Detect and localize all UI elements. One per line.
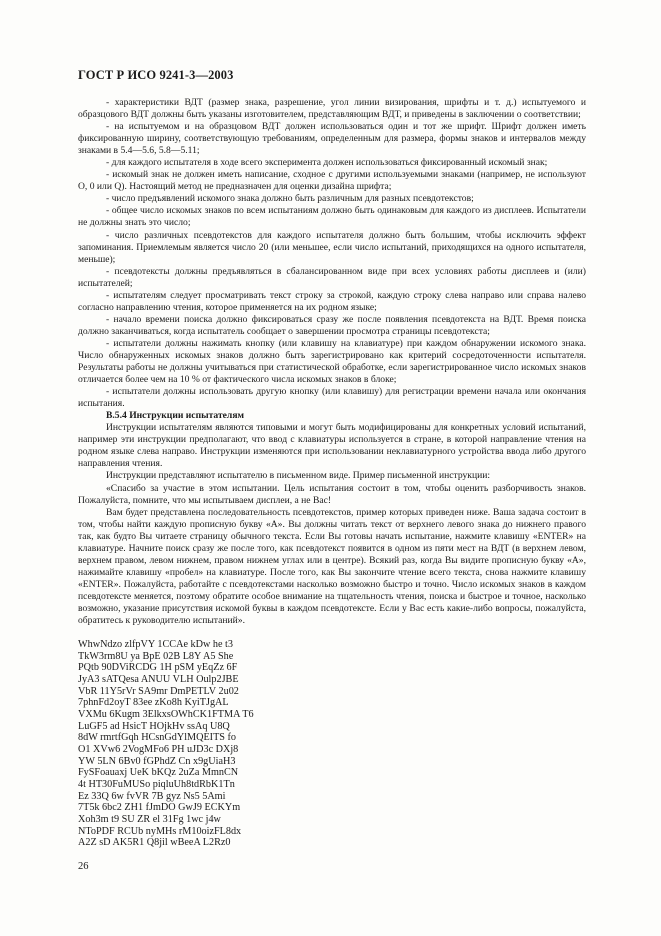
instruction-paragraph: Инструкции испытателям являются типовыми и могут быть модифицированы для конкретных условий испытаний, например эти инструкции предполагают, что ввод с клавиатуры используется в стране, в которой направление чтения на родном языке слева направо. Инструкции изменяются при использовании неклавиатурного устройства ввода либо другого направления чтения.	[78, 422, 586, 470]
pseudotext-line: PQtb 90DViRCDG 1H pSM yEqZz 6F	[78, 662, 238, 674]
pseudotext-line: 7T5k 6bc2 ZH1 fJmDO GwJ9 ECKYm	[78, 802, 241, 814]
page-number: 26	[78, 861, 89, 872]
pseudotext-sample	[78, 639, 398, 849]
pseudotext-line: O1 XVw6 2VogMFo6 PH uJD3c DXj8	[78, 743, 239, 755]
requirement-paragraph: - псевдотексты должны предъявляться в сбалансированном виде при всех условиях работы дисплеев и (или) испытателей;	[78, 265, 586, 289]
requirement-paragraph: - на испытуемом и на образцовом ВДТ должен использоваться один и тот же шрифт. Шрифт должен иметь фиксированную ширину, соответствующую требованиям, определенным для размера, формы знаков и интервалов между знаками в 5.4—5.6, 5.8—5.11;	[78, 121, 586, 157]
pseudotext-line: FySFoauaxj UeK bKQz 2uZa MmnCN	[78, 767, 239, 779]
requirement-paragraph: - испытателям следует просматривать текст строку за строкой, каждую строку слева направо или справа налево согласно направлению чтения, которое применяется на их родном языке;	[78, 289, 586, 313]
subsection-heading: В.5.4 Инструкции испытателям	[106, 410, 245, 422]
requirement-paragraph: - испытатели должны нажимать кнопку (или клавишу на клавиатуре) при каждом обнаружении искомого знака. Число обнаруженных искомых знаков должно быть зарегистрировано как критерий сосредоточенности испытателя. Результаты работы не должны учитываться при статистической обработке, если зарегистрированное число искомых знаков отличается более чем на 10 % от фактического числа искомых знаков в блоке;	[78, 337, 586, 386]
instruction-paragraph: «Спасибо за участие в этом испытании. Цель испытания состоит в том, чтобы оценить разборчивость знаков. Пожалуйста, помните, что мы испытываем дисплеи, а не Вас!	[78, 482, 586, 506]
pseudotext-line: Ez 33Q 6w fvVR 7B gyz Ns5 5Ami	[78, 790, 226, 802]
requirement-paragraph: - для каждого испытателя в ходе всего эксперимента должен использоваться фиксированный искомый знак;	[106, 157, 548, 169]
requirement-paragraph: - испытатели должны использовать другую кнопку (или клавишу) для регистрации времени начала или окончания испытания.	[78, 386, 586, 410]
document-body	[78, 97, 586, 627]
instruction-paragraph: Вам будет представлена последовательность псевдотекстов, пример которых приведен ниже. Ваша задача состоит в том, чтобы найти каждую прописную букву «А». Вы должны читать текст от верхнего левого знака до нижнего правого так, как будто Вы читаете страницу обычного текста. Если Вы готовы начать испытание, нажмите клавишу «ENTER» на клавиатуре. Начните поиск сразу же после того, как псевдотекст появится в одном из пяти мест на ВДТ (в верхнем левом, верхнем правом, левом нижнем, правом нижнем углах или в центре). Всякий раз, когда Вы видите прописную букву «А», нажимайте клавишу «пробел» на клавиатуре. После того, как Вы закончите чтение всего текста, снова нажмите клавишу «ENTER». Пожалуйста, работайте с псевдотекстами насколько возможно быстро и точно. Число искомых знаков в каждом псевдотексте меняется, поэтому обратите особое внимание на тщательность чтения, поиска и быстрое и точное, насколько возможно, указание присутствия искомой буквы в каждом псевдотексте. Если у Вас есть какие-либо вопросы, пожалуйста, обратитесь к руководителю испытаний».	[78, 506, 586, 627]
pseudotext-line: LuGF5 ad HsicT HOjkHv ssAq U8Q	[78, 720, 230, 732]
requirement-paragraph: - начало времени поиска должно фиксироваться сразу же после появления псевдотекста на ВДТ. Время поиска должно заканчиваться, когда испытатель сообщает о завершении просмотра страницы псевдотекста;	[78, 313, 586, 337]
document-header: ГОСТ Р ИСО 9241-3—2003	[78, 68, 234, 82]
pseudotext-line: 7phnFd2oyT 83ee zKo8h KyiTJgAL	[78, 697, 229, 709]
pseudotext-line: VXMu 6Kugm 3ElkxsOWhCK1FTMA T6	[78, 708, 254, 720]
pseudotext-line: A2Z sD AK5R1 Q8jil wBeeA L2Rz0	[78, 837, 231, 849]
instruction-paragraph: Инструкции представляют испытателю в письменном виде. Пример письменной инструкции:	[106, 470, 491, 482]
pseudotext-line: 4t HT30FuMUSo piqluUh8tdRbK1Tn	[78, 778, 235, 790]
pseudotext-line: VbR 11Y5rVr SA9mr DmPETLV 2u02	[78, 685, 239, 697]
pseudotext-line: TkW3rm8U ya BpE 02B L8Y A5 She	[78, 650, 234, 662]
pseudotext-line: 8dW rmrtfGqh HCsnGdYlMQEITS fo	[78, 732, 236, 744]
pseudotext-line: NToPDF RCUb nyMHs rM10oizFL8dx	[78, 825, 242, 837]
requirement-paragraph: - число предъявлений искомого знака должно быть различным для разных псевдотекстов;	[106, 193, 474, 205]
requirement-paragraph: - искомый знак не должен иметь написание, сходное с другими используемыми знаками (например, не используют О, 0 или Q). Настоящий метод не предназначен для оценки дизайна шрифта;	[78, 169, 586, 193]
requirement-paragraph: - характеристики ВДТ (размер знака, разрешение, угол линии визирования, шрифты и т. д.) испытуемого и образцового ВДТ должны быть указаны изготовителем, представляющим ВДТ, и приведены в заключении о соответствии;	[78, 97, 586, 121]
requirement-paragraph: - общее число искомых знаков по всем испытаниям должно быть одинаковым для каждого из дисплеев. Испытатели не должны знать это число;	[78, 205, 586, 229]
pseudotext-line: Xoh3m t9 SU ZR el 31Fg 1wc j4w	[78, 813, 221, 825]
pseudotext-line: YW 5LN 6Bv0 fGPhdZ Cn x9gUiaH3	[78, 755, 236, 767]
pseudotext-line: JyA3 sATQesa ANUU VLH Oulp2JBE	[78, 673, 239, 685]
pseudotext-line: WhwNdzo zlfpVY 1CCAe kDw he t3	[78, 639, 233, 650]
requirement-paragraph: - число различных псевдотекстов для каждого испытателя должно быть большим, чтобы исключить эффект запоминания. Приемлемым является число 20 (или меньшее, если число испытаний, приходящихся на одного испытателя, меньше);	[78, 229, 586, 265]
